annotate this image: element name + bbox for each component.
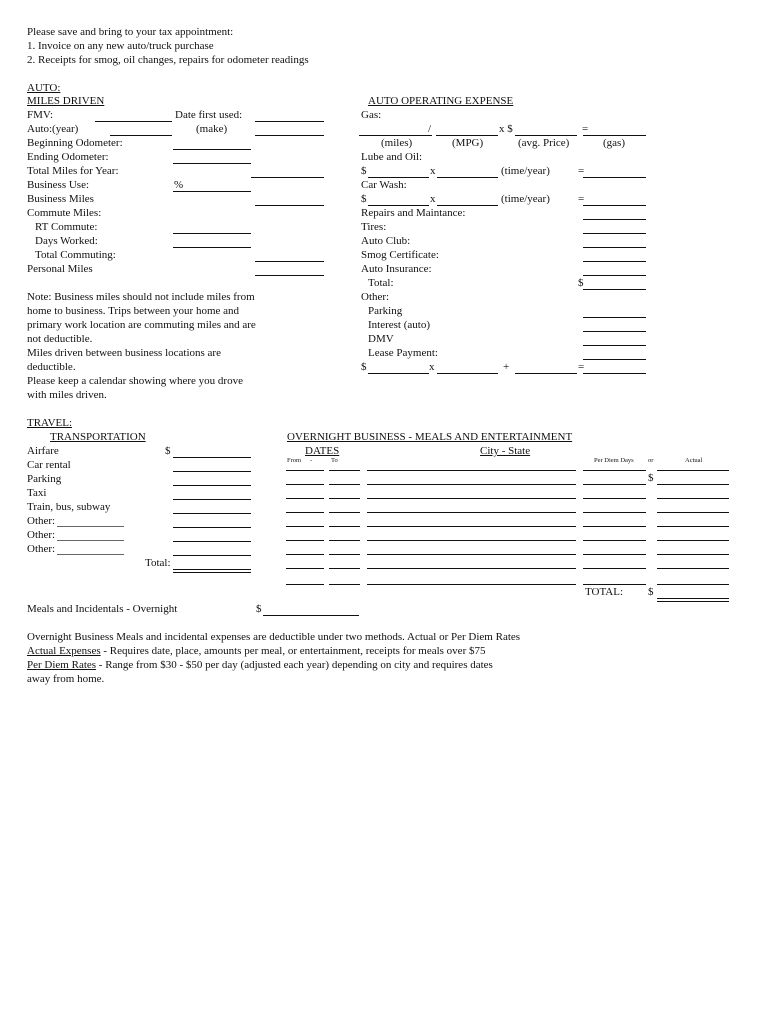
row6-from-field[interactable] — [286, 540, 324, 541]
repairs-label: Repairs and Maintance: — [361, 207, 466, 219]
lease-plus-field[interactable] — [515, 373, 577, 374]
actual-expenses-text: - Requires date, place, amounts per meal, or entertainment, receipts for meals over $75 — [100, 645, 486, 657]
row3-perdiem-field[interactable] — [583, 498, 646, 499]
expense-total-field[interactable] — [583, 289, 646, 290]
row9-to-field[interactable] — [329, 584, 360, 585]
row1-perdiem-field[interactable] — [583, 470, 646, 471]
meals-incidentals-label: Meals and Incidentals - Overnight — [27, 603, 178, 615]
per-diem-rates-text: - Range from $30 - $50 per day (adjusted each year) depending on city and requires dates — [96, 659, 493, 671]
insurance-label: Auto Insurance: — [361, 263, 432, 275]
row3-from-field[interactable] — [286, 498, 324, 499]
total-commuting-label: Total Commuting: — [35, 249, 116, 261]
row5-perdiem-field[interactable] — [583, 526, 646, 527]
gas-caption: (gas) — [603, 137, 625, 149]
travel-item-taxi: Taxi — [27, 487, 47, 499]
wash-amount-field[interactable] — [368, 205, 429, 206]
lease-field[interactable] — [583, 359, 646, 360]
operating-expense-heading: AUTO OPERATING EXPENSE — [368, 95, 514, 107]
lube-time-year: (time/year) — [501, 165, 550, 177]
row2-actual-field[interactable] — [657, 484, 729, 485]
note-line-7: Please keep a calendar showing where you drove — [27, 375, 243, 387]
miles-driven-heading: MILES DRIVEN — [27, 95, 105, 107]
row6-to-field[interactable] — [329, 540, 360, 541]
row8-actual-field[interactable] — [657, 568, 729, 569]
wash-total-field[interactable] — [583, 205, 646, 206]
row3-to-field[interactable] — [329, 498, 360, 499]
per-diem-days-caption: Per Diem Days — [594, 457, 634, 464]
row7-actual-field[interactable] — [657, 554, 729, 555]
city-state-heading: City - State — [480, 445, 531, 457]
or-caption: or — [648, 457, 654, 464]
note-line-2: home to business. Trips between your home and — [27, 305, 240, 317]
travel-item-other-1: Other: — [27, 515, 56, 527]
ending-odometer-field[interactable] — [173, 163, 251, 164]
row5-from-field[interactable] — [286, 526, 324, 527]
lease-label: Lease Payment: — [368, 347, 438, 359]
auto-year-label: Auto:(year) — [27, 123, 79, 135]
travel-item-airfare: Airfare — [27, 445, 59, 457]
row6-city-field[interactable] — [367, 540, 576, 541]
lube-label: Lube and Oil: — [361, 151, 423, 163]
other-3-field[interactable] — [173, 555, 251, 556]
row1-from-field[interactable] — [286, 470, 324, 471]
gas-price-field[interactable] — [515, 135, 577, 136]
intro-line-2: 1. Invoice on any new auto/truck purchase — [27, 40, 214, 52]
wash-times-field[interactable] — [437, 205, 498, 206]
business-use-label: Business Use: — [27, 179, 90, 191]
row4-actual-field[interactable] — [657, 512, 729, 513]
overnight-total-field[interactable] — [657, 598, 729, 599]
row8-from-field[interactable] — [286, 568, 324, 569]
expense-total-label: Total: — [368, 277, 394, 289]
note-line-6: deductible. — [27, 361, 76, 373]
footer-line-3 — [27, 660, 493, 671]
gas-total-field[interactable] — [583, 135, 646, 136]
row7-to-field[interactable] — [329, 554, 360, 555]
wash-x: x — [430, 193, 436, 205]
lease-times-field[interactable] — [437, 373, 498, 374]
fmv-field[interactable] — [95, 121, 172, 122]
gas-label: Gas: — [361, 109, 382, 121]
interest-field[interactable] — [583, 331, 646, 332]
tires-field[interactable] — [583, 233, 646, 234]
train-field[interactable] — [173, 513, 251, 514]
lease-total-field[interactable] — [583, 373, 646, 374]
airfare-dollar: $ — [165, 445, 171, 457]
lease-dollar: $ — [361, 361, 367, 373]
auto-club-label: Auto Club: — [361, 235, 411, 247]
tires-label: Tires: — [361, 221, 387, 233]
row1-city-field[interactable] — [367, 470, 576, 471]
footer-line-2 — [27, 646, 485, 657]
wash-dollar: $ — [361, 193, 367, 205]
row5-city-field[interactable] — [367, 526, 576, 527]
row2-city-field[interactable] — [367, 484, 576, 485]
insurance-field[interactable] — [583, 275, 646, 276]
lease-equals: = — [578, 361, 585, 373]
intro-line-3: 2. Receipts for smog, oil changes, repairs for odometer readings — [27, 54, 309, 66]
row8-perdiem-field[interactable] — [583, 568, 646, 569]
meals-incidentals-field[interactable] — [263, 615, 359, 616]
row6-perdiem-field[interactable] — [583, 540, 646, 541]
row4-to-field[interactable] — [329, 512, 360, 513]
auto-club-field[interactable] — [583, 247, 646, 248]
other-2-field[interactable] — [173, 541, 251, 542]
gas-slash: / — [428, 123, 432, 135]
actual-expenses-label: Actual Expenses — [27, 645, 101, 657]
business-use-field[interactable] — [173, 191, 251, 192]
travel-item-car-rental: Car rental — [27, 459, 71, 471]
auto-year-field[interactable] — [110, 135, 172, 136]
lease-amount-field[interactable] — [368, 373, 429, 374]
row4-from-field[interactable] — [286, 512, 324, 513]
row2-to-field[interactable] — [329, 484, 360, 485]
to-caption: To — [331, 457, 338, 464]
row1-actual-field[interactable] — [657, 470, 729, 471]
smog-field[interactable] — [583, 261, 646, 262]
travel-item-train: Train, bus, subway — [27, 501, 111, 513]
date-first-used-label: Date first used: — [175, 109, 243, 121]
travel-total-double-rule — [173, 572, 251, 573]
days-worked-label: Days Worked: — [35, 235, 98, 247]
total-miles-field[interactable] — [251, 177, 324, 178]
row2-from-field[interactable] — [286, 484, 324, 485]
from-caption: From — [287, 457, 302, 464]
row7-perdiem-field[interactable] — [583, 554, 646, 555]
dates-heading: DATES — [305, 445, 340, 457]
personal-miles-field[interactable] — [255, 275, 324, 276]
interest-label: Interest (auto) — [368, 319, 430, 331]
total-commuting-field[interactable] — [255, 261, 324, 262]
row8-to-field[interactable] — [329, 568, 360, 569]
car-rental-field[interactable] — [173, 471, 251, 472]
row9-from-field[interactable] — [286, 584, 324, 585]
make-field[interactable] — [255, 135, 324, 136]
note-line-1: Note: Business miles should not include miles from — [27, 291, 255, 303]
note-line-4: not deductible. — [27, 333, 93, 345]
overnight-total-label: TOTAL: — [585, 586, 624, 598]
other-parking-label: Parking — [368, 305, 403, 317]
travel-total-label: Total: — [145, 557, 171, 569]
actual-caption: Actual — [685, 457, 703, 464]
other-3-desc-field[interactable] — [57, 554, 124, 555]
row5-actual-field[interactable] — [657, 526, 729, 527]
rt-commute-field[interactable] — [173, 233, 251, 234]
actual-dollar: $ — [648, 472, 654, 484]
lube-times-field[interactable] — [437, 177, 498, 178]
row1-to-field[interactable] — [329, 470, 360, 471]
other-parking-field[interactable] — [583, 317, 646, 318]
total-miles-label: Total Miles for Year: — [27, 165, 119, 177]
row4-perdiem-field[interactable] — [583, 512, 646, 513]
row4-city-field[interactable] — [367, 512, 576, 513]
dmv-label: DMV — [368, 333, 394, 345]
per-diem-rates-label: Per Diem Rates — [27, 659, 97, 671]
other-1-desc-field[interactable] — [57, 526, 124, 527]
row7-from-field[interactable] — [286, 554, 324, 555]
beginning-odometer-label: Beginning Odometer: — [27, 137, 123, 149]
wash-equals: = — [578, 193, 585, 205]
airfare-field[interactable] — [173, 457, 251, 458]
travel-item-other-3: Other: — [27, 543, 56, 555]
note-line-8: with miles driven. — [27, 389, 107, 401]
row9-perdiem-field[interactable] — [583, 584, 646, 585]
note-line-3: primary work location are commuting miles and are — [27, 319, 256, 331]
ending-odometer-label: Ending Odometer: — [27, 151, 109, 163]
row3-actual-field[interactable] — [657, 498, 729, 499]
travel-total-field[interactable] — [173, 569, 251, 570]
row5-to-field[interactable] — [329, 526, 360, 527]
note-line-5: Miles driven between business locations are — [27, 347, 221, 359]
rt-commute-label: RT Commute: — [35, 221, 98, 233]
expense-total-dollar: $ — [578, 277, 584, 289]
business-miles-field[interactable] — [255, 205, 324, 206]
row7-city-field[interactable] — [367, 554, 576, 555]
personal-miles-label: Personal Miles — [27, 263, 93, 275]
car-wash-label: Car Wash: — [361, 179, 407, 191]
fmv-label: FMV: — [27, 109, 54, 121]
gas-miles-field[interactable] — [359, 135, 432, 136]
footer-line-4: away from home. — [27, 673, 105, 685]
row9-city-field[interactable] — [367, 584, 576, 585]
row6-actual-field[interactable] — [657, 540, 729, 541]
lease-plus: + — [503, 361, 510, 373]
overnight-total-double-rule — [657, 601, 729, 602]
gas-mpg-field[interactable] — [436, 135, 498, 136]
beginning-odometer-field[interactable] — [173, 149, 251, 150]
other-label: Other: — [361, 291, 390, 303]
repairs-field[interactable] — [583, 219, 646, 220]
meals-dollar: $ — [256, 603, 262, 615]
overnight-heading: OVERNIGHT BUSINESS - MEALS AND ENTERTAINMENT — [287, 431, 573, 443]
travel-item-parking: Parking — [27, 473, 62, 485]
auto-heading: AUTO: — [27, 82, 61, 94]
smog-label: Smog Certificate: — [361, 249, 439, 261]
dmv-field[interactable] — [583, 345, 646, 346]
gas-equals: = — [582, 123, 589, 135]
miles-caption: (miles) — [381, 137, 413, 149]
lube-amount-field[interactable] — [368, 177, 429, 178]
lube-equals: = — [578, 165, 585, 177]
make-label: (make) — [196, 123, 228, 135]
avg-price-caption: (avg. Price) — [518, 137, 570, 149]
row8-city-field[interactable] — [367, 568, 576, 569]
other-2-desc-field[interactable] — [57, 540, 124, 541]
row3-city-field[interactable] — [367, 498, 576, 499]
percent-sign: % — [174, 179, 184, 191]
footer-line-1: Overnight Business Meals and incidental expenses are deductible under two methods. Actual or Per Diem Rates — [27, 631, 521, 643]
intro-line-1: Please save and bring to your tax appointment: — [27, 26, 234, 38]
travel-parking-field[interactable] — [173, 485, 251, 486]
travel-heading: TRAVEL: — [27, 417, 73, 429]
overnight-total-dollar: $ — [648, 586, 654, 598]
gas-times-dollar: x $ — [499, 123, 513, 135]
commute-miles-label: Commute Miles: — [27, 207, 102, 219]
other-1-field[interactable] — [173, 527, 251, 528]
wash-time-year: (time/year) — [501, 193, 550, 205]
date-first-used-field[interactable] — [255, 121, 324, 122]
row2-perdiem-field[interactable] — [583, 484, 646, 485]
lease-x: x — [429, 361, 435, 373]
days-worked-field[interactable] — [173, 247, 251, 248]
taxi-field[interactable] — [173, 499, 251, 500]
travel-item-other-2: Other: — [27, 529, 56, 541]
dash-caption: - — [310, 457, 313, 464]
row9-actual-field[interactable] — [657, 584, 729, 585]
transportation-heading: TRANSPORTATION — [50, 431, 146, 443]
lube-x: x — [430, 165, 436, 177]
lube-total-field[interactable] — [583, 177, 646, 178]
mpg-caption: (MPG) — [452, 137, 484, 149]
lube-dollar: $ — [361, 165, 367, 177]
business-miles-label: Business Miles — [27, 193, 94, 205]
